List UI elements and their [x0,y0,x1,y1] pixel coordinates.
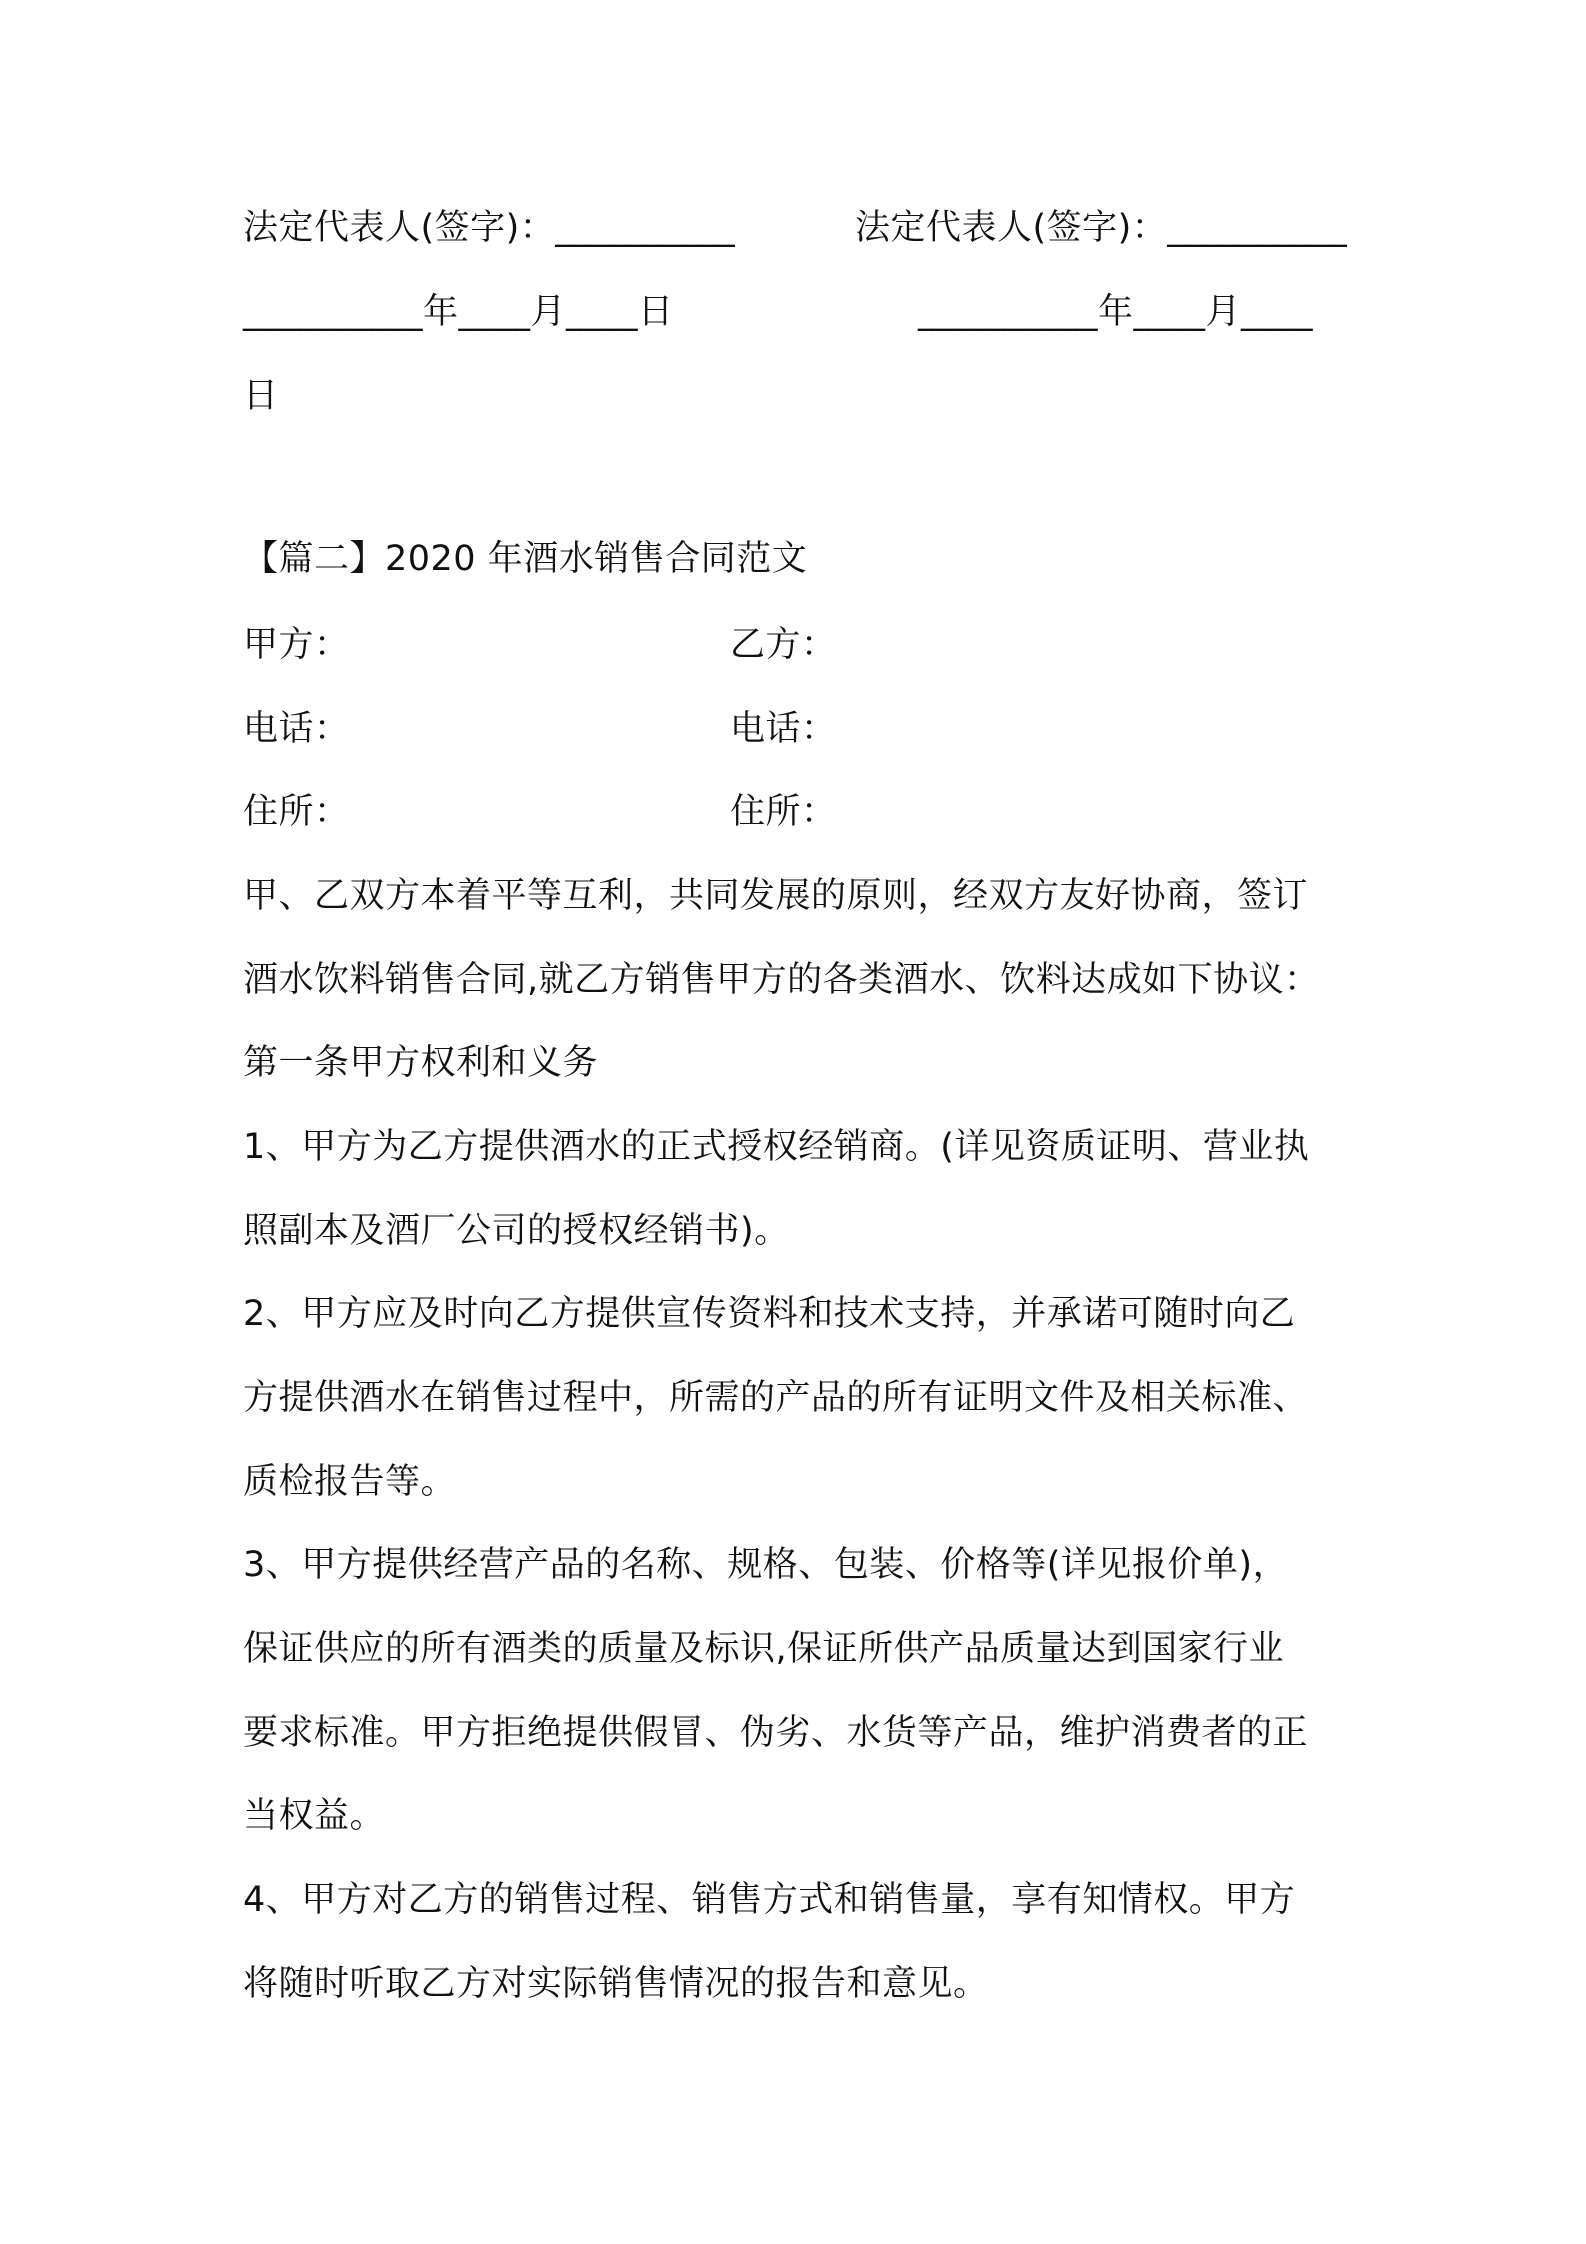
clause-3-line: 当权益。 [243,1796,386,1836]
right-representative-signature: 法定代表人(签字)：__________ [855,208,1348,248]
phone-a-label: 电话： [243,709,350,749]
party-a-label: 甲方： [243,625,350,665]
clause-2-line: 质检报告等。 [243,1462,457,1502]
left-representative-signature: 法定代表人(签字)：__________ [243,208,736,248]
article-1-heading: 第一条甲方权利和义务 [243,1043,599,1083]
clause-2-line: 方提供酒水在销售过程中，所需的产品的所有证明文件及相关标准、 [243,1378,1309,1418]
preamble-line: 酒水饮料销售合同,就乙方销售甲方的各类酒水、饮料达成如下协议： [243,960,1320,1000]
right-signature-date-wrap: 日 [243,376,279,416]
clause-3-line: 要求标准。甲方拒绝提供假冒、伪劣、水货等产品，维护消费者的正 [243,1713,1309,1753]
address-a-label: 住所： [243,792,350,832]
contract-title: 【篇二】2020 年酒水销售合同范文 [243,539,808,579]
party-b-label: 乙方： [730,625,837,665]
phone-b-label: 电话： [730,709,837,749]
clause-3-line: 保证供应的所有酒类的质量及标识,保证所供产品质量达到国家行业 [243,1629,1285,1669]
clause-4-line: 4、甲方对乙方的销售过程、销售方式和销售量，享有知情权。甲方 [243,1880,1296,1920]
preamble-line: 甲、乙双方本着平等互利，共同发展的原则，经双方友好协商，签订 [243,876,1309,916]
clause-1-line: 1、甲方为乙方提供酒水的正式授权经销商。(详见资质证明、营业执 [243,1127,1310,1167]
clause-4-line: 将随时听取乙方对实际销售情况的报告和意见。 [243,1964,989,2004]
right-signature-date: __________年____月____ [918,292,1314,332]
clause-1-line: 照副本及酒厂公司的授权经销书)。 [243,1211,790,1251]
left-signature-date: __________年____月____日 [243,292,674,332]
address-b-label: 住所： [730,792,837,832]
clause-3-line: 3、甲方提供经营产品的名称、规格、包装、价格等(详见报价单)， [243,1545,1289,1585]
clause-2-line: 2、甲方应及时向乙方提供宣传资料和技术支持，并承诺可随时向乙 [243,1294,1296,1334]
